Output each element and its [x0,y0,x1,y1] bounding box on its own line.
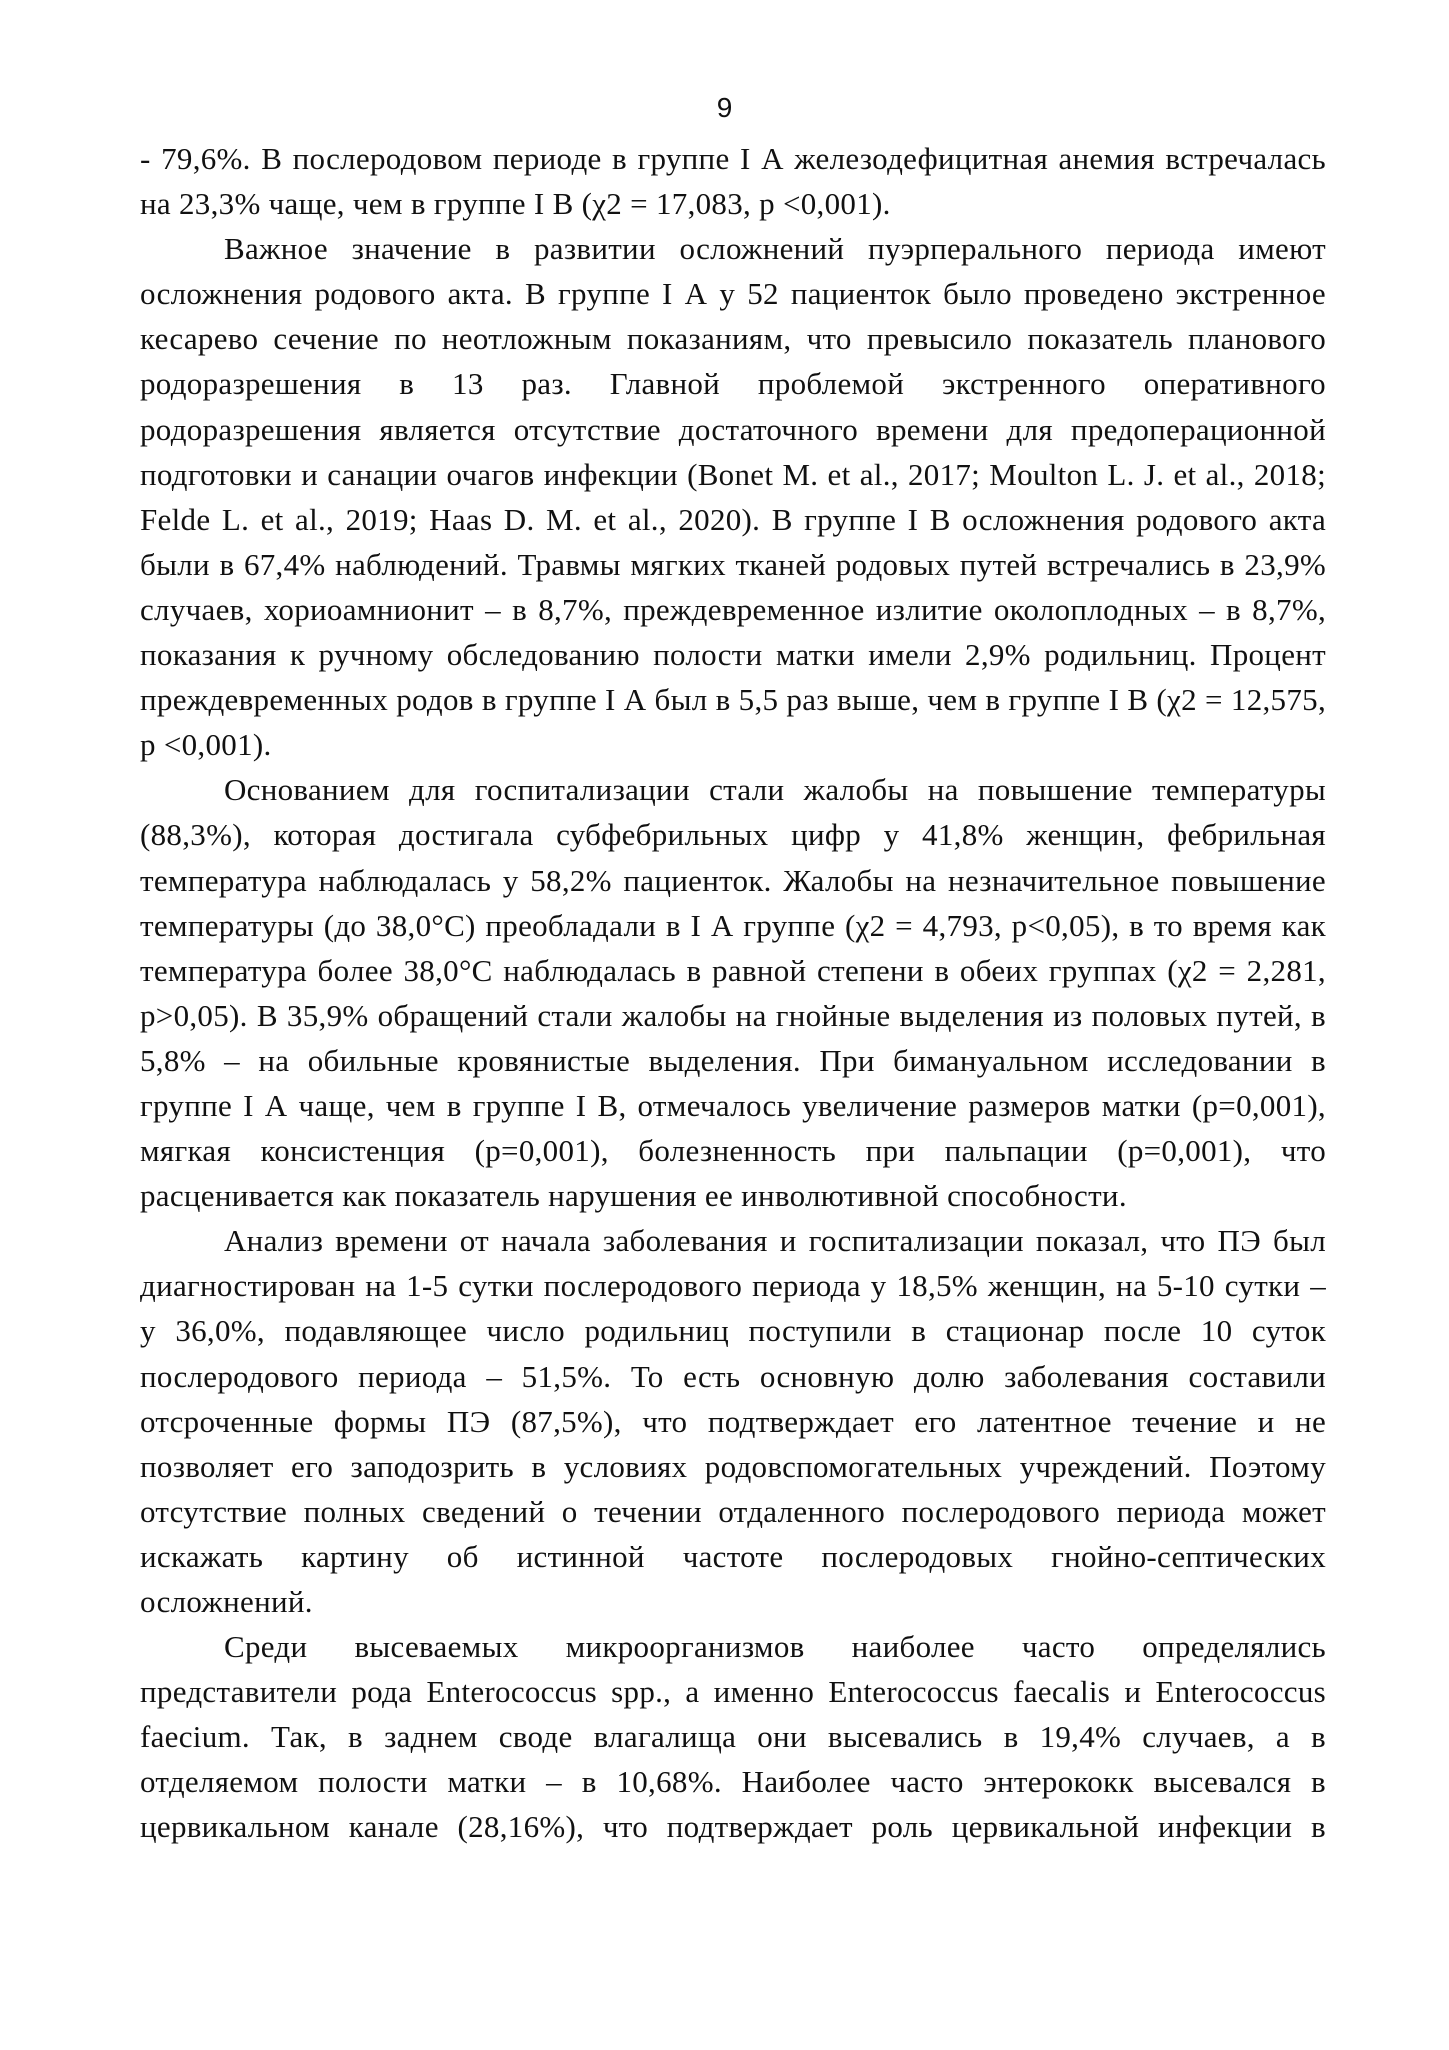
paragraph-microorganisms: Среди высеваемых микроорганизмов наиболее часто определялись представители рода Enterococcus spp., а именно Enterococcus faecalis и Enterococcus faecium. Так, в заднем своде влагалища они высевались в 19,4% случаев, а в отделяемом полости матки – в 10,68%. Наиболее часто энтерококк высевался в цервикальном канале (28,16%), что подтверждает роль цервикальной инфекции в [140,1629,1326,1845]
body-text [140,136,1326,1850]
page-number: 9 [716,92,733,123]
paragraph-hospitalization-reasons: Основанием для госпитализации стали жалобы на повышение температуры (88,3%), которая достигала субфебрильных цифр у 41,8% женщин, фебрильная температура наблюдалась у 58,2% пациенток. Жалобы на незначительное повышение температуры (до 38,0°С) преобладали в I А группе (χ2 = 4,793, р<0,05), в то время как температура более 38,0°С наблюдалась в равной степени в обеих группах (χ2 = 2,281, р>0,05). В 35,9% обращений стали жалобы на гнойные выделения из половых путей, в 5,8% – на обильные кровянистые выделения. При бимануальном исследовании в группе I А чаще, чем в группе I В, отмечалось увеличение размеров матки (р=0,001), мягкая консистенция (р=0,001), болезненность при пальпации (р=0,001), что расценивается как показатель нарушения ее инволютивной способности. [140,772,1326,1214]
paragraph-anemia-continuation: - 79,6%. В послеродовом периоде в группе I А железодефицитная анемия встречалась на 23,3% чаще, чем в группе I В (χ2 = 17,083, р <0,001). [140,141,1326,222]
paragraph-time-analysis: Анализ времени от начала заболевания и госпитализации показал, что ПЭ был диагностирован на 1-5 сутки послеродового периода у 18,5% женщин, на 5-10 сутки – у 36,0%, подавляющее число родильниц поступили в стационар после 10 суток послеродового периода – 51,5%. То есть основную долю заболевания составили отсроченные формы ПЭ (87,5%), что подтверждает его латентное течение и не позволяет его заподозрить в условиях родовспомогательных учреждений. Поэтому отсутствие полных сведений о течении отдаленного послеродового периода может искажать картину об истинной частоте послеродовых гнойно-септических осложнений. [140,1223,1326,1619]
paragraph-birth-complications: Важное значение в развитии осложнений пуэрперального периода имеют осложнения родового акта. В группе I А у 52 пациенток было проведено экстренное кесарево сечение по неотложным показаниям, что превысило показатель планового родоразрешения в 13 раз. Главной проблемой экстренного оперативного родоразрешения является отсутствие достаточного времени для предоперационной подготовки и санации очагов инфекции (Bonet M. et al., 2017; Moulton L. J. et al., 2018; Felde L. et al., 2019; Haas D. M. et al., 2020). В группе I В осложнения родового акта были в 67,4% наблюдений. Травмы мягких тканей родовых путей встречались в 23,9% случаев, хориоамнионит – в 8,7%, преждевременное излитие околоплодных – в 8,7%, показания к ручному обследованию полости матки имели 2,9% родильниц. Процент преждевременных родов в группе I А был в 5,5 раз выше, чем в группе I В (χ2 = 12,575, р <0,001). [140,231,1326,763]
